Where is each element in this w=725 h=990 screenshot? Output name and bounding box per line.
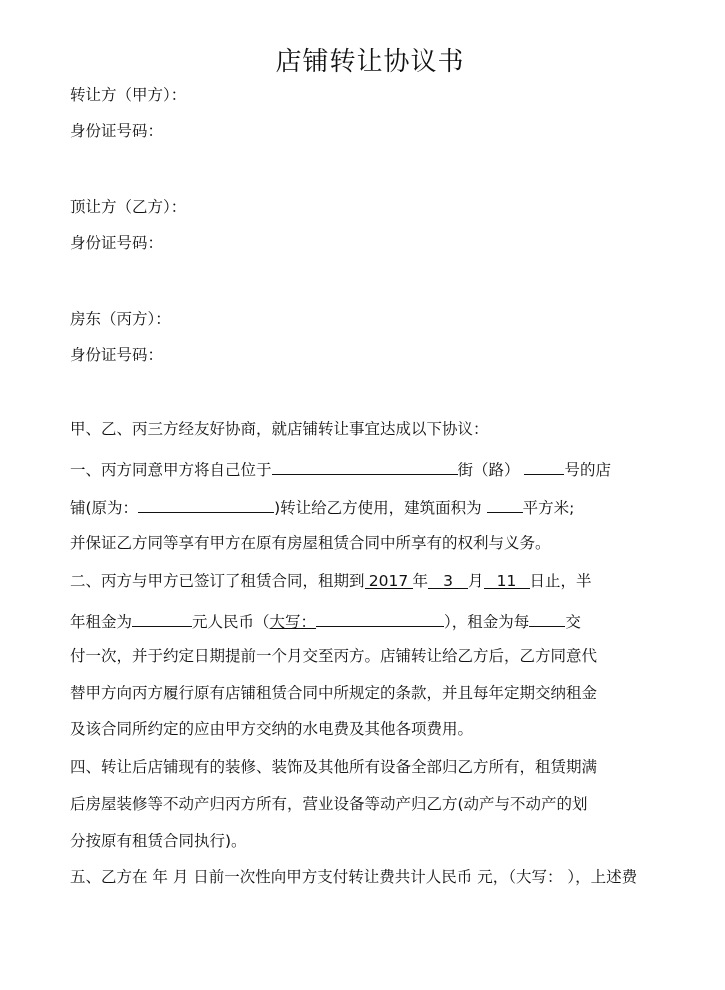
party-b-id-label: 身份证号码： (70, 234, 164, 252)
clause-5-line-1: 五、乙方在 年 月 日前一次性向甲方支付转让费共计人民币 元，（大写： ），上述费 (70, 868, 638, 886)
clause-2-daxie-label: 大写： (269, 613, 317, 631)
clause-4-line-1: 四、转让后店铺现有的装修、装饰及其他所有设备全部归乙方所有，租赁期满 (70, 758, 598, 776)
clause-2-line-4: 替甲方向丙方履行原有店铺租赁合同中所规定的条款，并且每年定期交纳租金 (70, 684, 598, 702)
original-use-blank (138, 494, 274, 513)
clause-1-text-a: 一、丙方同意甲方将自己位于 (70, 461, 272, 479)
lease-end-year: 2017 (365, 570, 413, 589)
area-blank (487, 494, 523, 513)
clause-2-line-2 (70, 608, 581, 633)
clause-2-month-unit: 月 (468, 572, 484, 590)
party-c-label: 房东（丙方）： (70, 310, 171, 328)
clause-4-line-2: 后房屋装修等不动产归丙方所有，营业设备等动产归乙方(动产与不动产的划 (70, 795, 588, 813)
clause-4-line-3: 分按原有租赁合同执行)。 (70, 832, 247, 850)
clause-2-line-1 (70, 570, 592, 592)
clause-1-text-b: 街（路） (457, 461, 520, 479)
party-b-label: 顶让方（乙方）： (70, 198, 187, 216)
number-blank (524, 456, 564, 475)
clause-1-text-f: 平方米; (522, 499, 575, 517)
clause-2-text-c: 元人民币（ (192, 613, 270, 631)
location-blank (272, 456, 458, 475)
clause-2-text-e: 交 (565, 613, 581, 631)
clause-2-line-5: 及该合同所约定的应由甲方交纳的水电费及其他各项费用。 (70, 720, 474, 738)
payment-period-blank (529, 608, 565, 627)
clause-2-line-3: 付一次，并于约定日期提前一个月交至丙方。店铺转让给乙方后，乙方同意代 (70, 647, 598, 665)
party-c-id-label: 身份证号码： (70, 346, 164, 364)
party-a-label: 转让方（甲方）： (70, 86, 187, 104)
clause-1-line-2 (70, 494, 574, 519)
clause-1-line-1 (70, 456, 611, 481)
clause-2-year-unit: 年 (412, 572, 429, 590)
clause-2-text-a: 二、丙方与甲方已签订了租赁合同，租期到 (70, 572, 365, 590)
clause-1-line-3: 并保证乙方同等享有甲方在原有房屋租赁合同中所享有的权利与义务。 (70, 534, 551, 552)
lease-end-month: 3 (428, 570, 468, 589)
clause-1-text-d: 铺(原为： (70, 499, 139, 517)
clause-2-text-d: ），租金为每 (444, 613, 530, 631)
rent-amount-words-blank (316, 608, 444, 627)
clause-1-text-e: )转让给乙方使用，建筑面积为 (274, 499, 482, 517)
document-title: 店铺转让协议书 (275, 47, 465, 77)
clause-2-day-unit: 日止，半 (529, 572, 592, 590)
clause-2-text-b: 年租金为 (70, 613, 133, 631)
lease-end-day: 11 (484, 570, 530, 589)
rent-amount-blank (132, 608, 192, 627)
party-a-id-label: 身份证号码： (70, 122, 164, 140)
intro-paragraph: 甲、乙、丙三方经友好协商，就店铺转让事宜达成以下协议： (70, 420, 489, 438)
clause-1-text-c: 号的店 (564, 461, 611, 479)
